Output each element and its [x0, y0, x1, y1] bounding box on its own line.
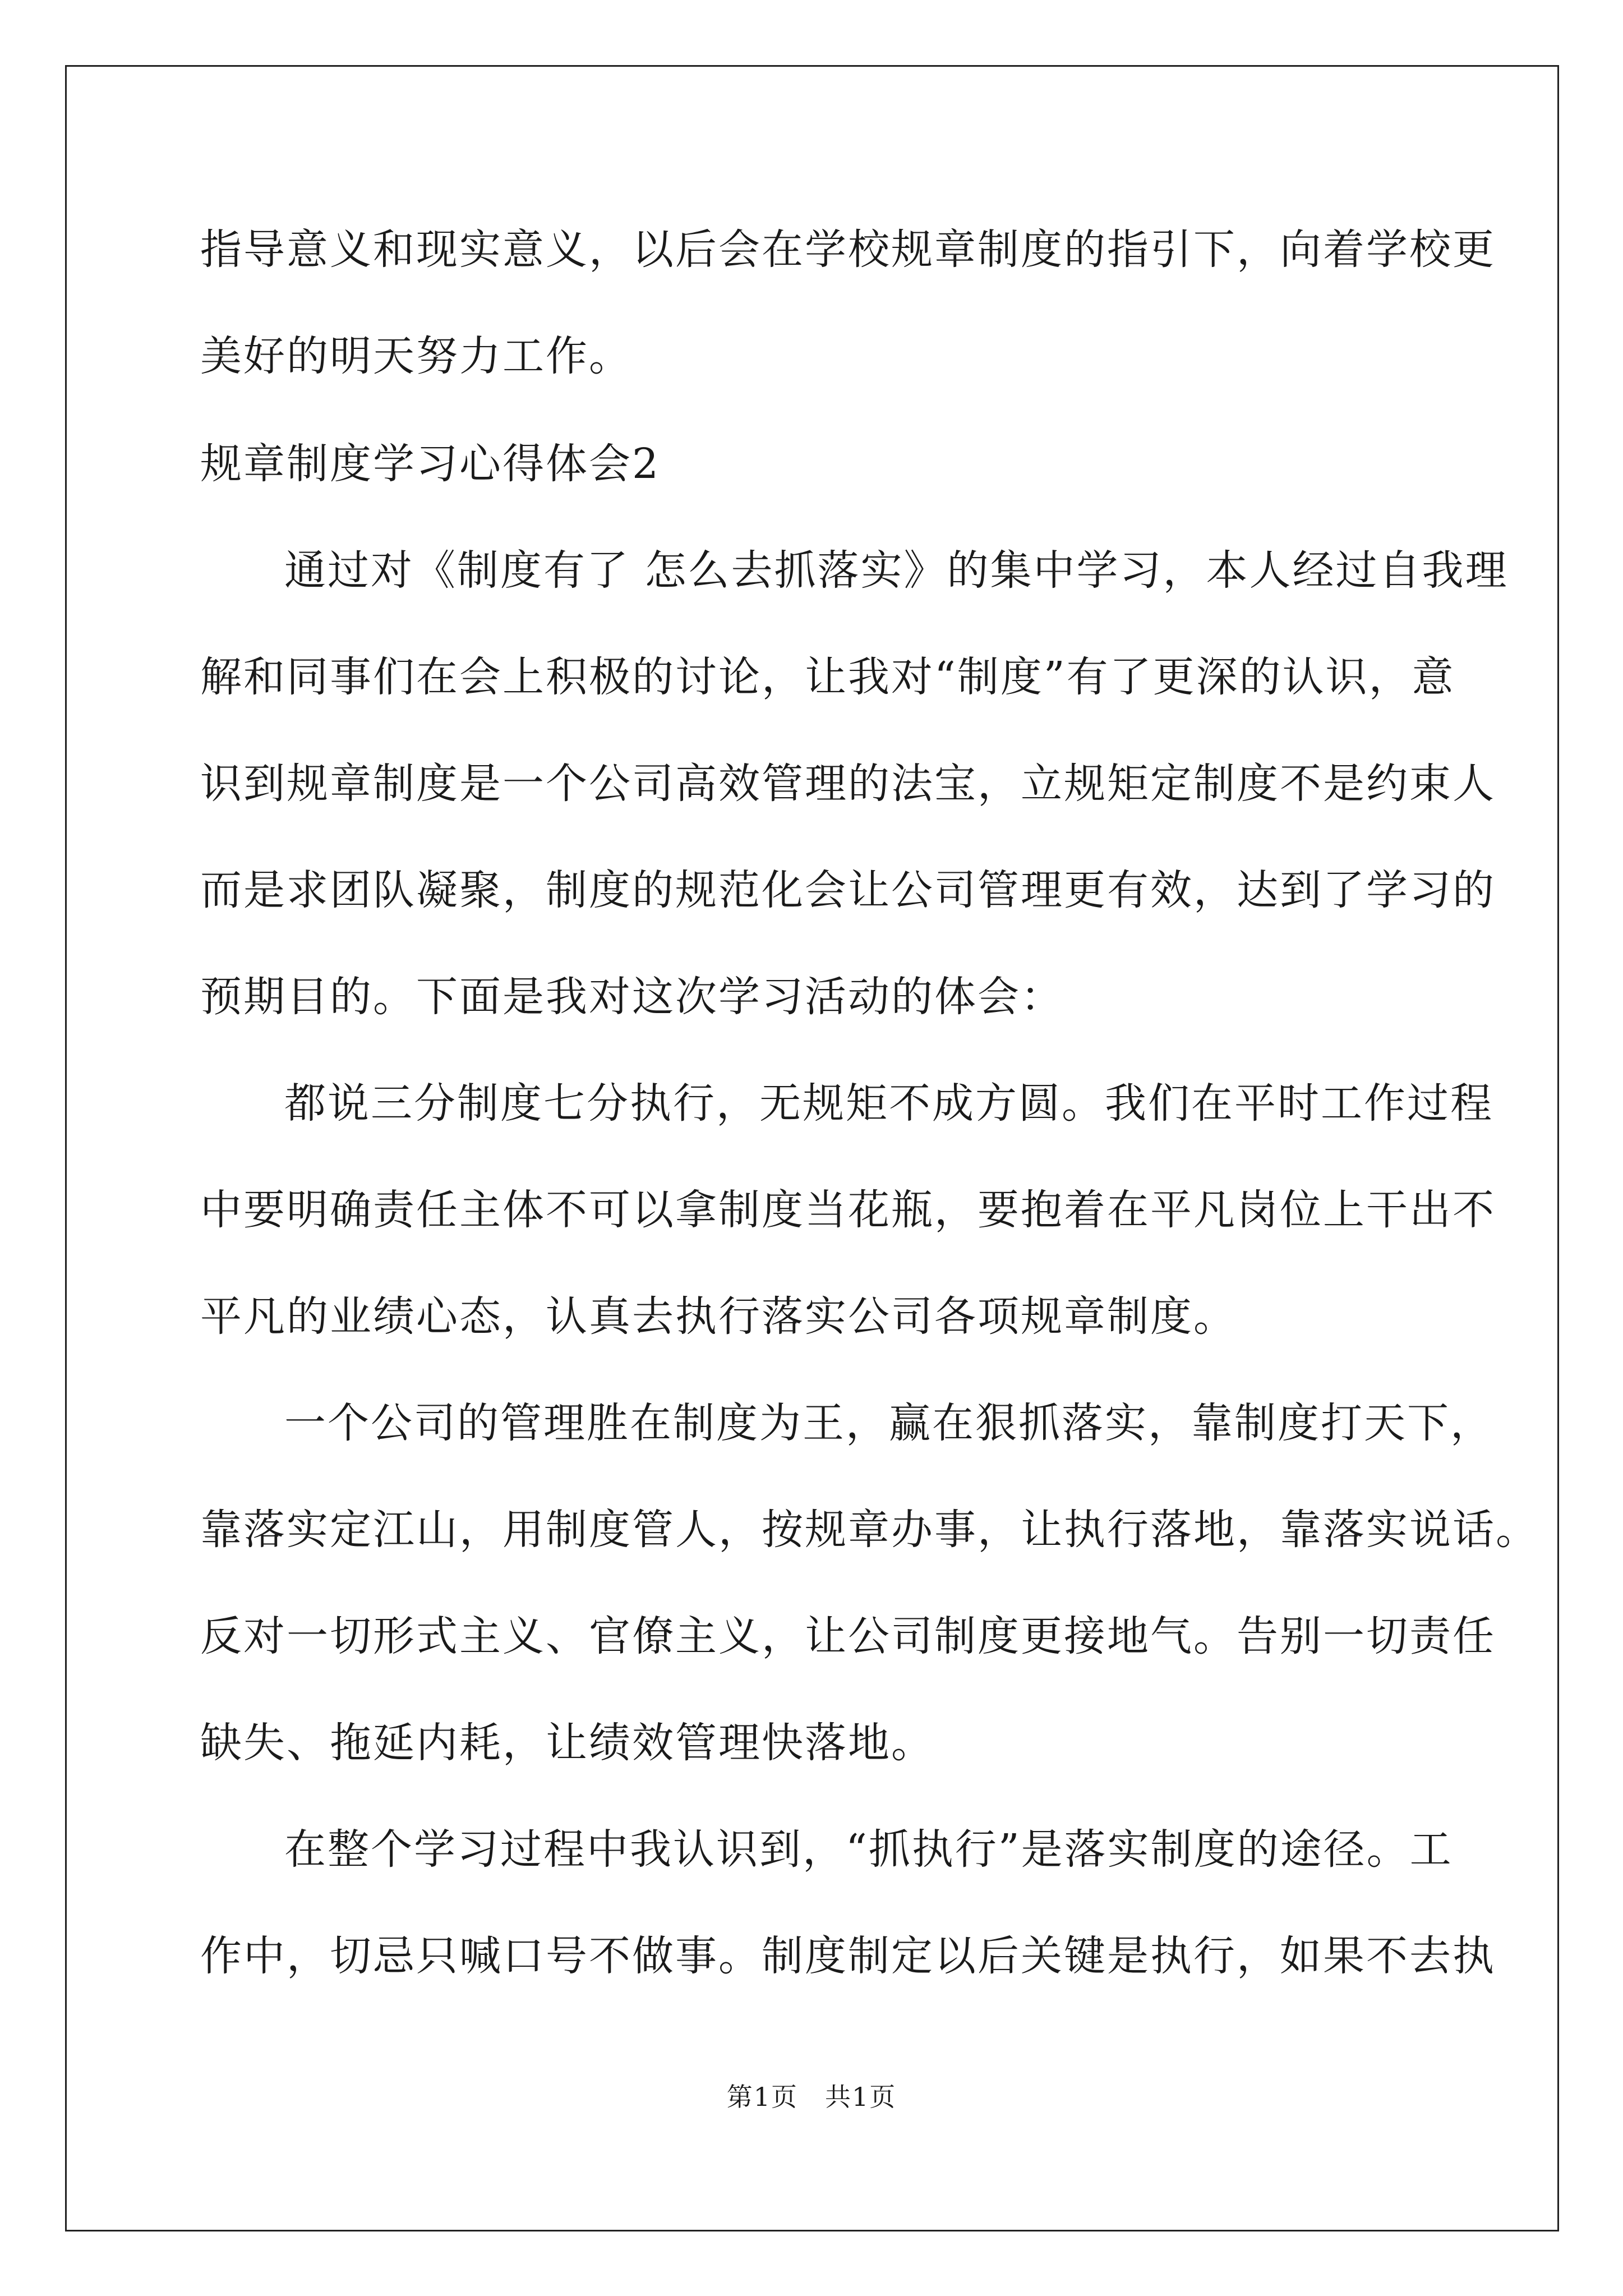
body-line: 作中，切忌只喊口号不做事。制度制定以后关键是执行，如果不去执 — [200, 1932, 1496, 1980]
body-line: 反对一切形式主义、官僚主义，让公司制度更接地气。告别一切责任 — [200, 1612, 1496, 1660]
body-line: 平凡的业绩心态，认真去执行落实公司各项规章制度。 — [200, 1292, 1237, 1341]
section-heading: 规章制度学习心得体会2 — [200, 440, 661, 488]
body-line: 中要明确责任主体不可以拿制度当花瓶，要抱着在平凡岗位上干出不 — [200, 1186, 1496, 1234]
body-line: 指导意义和现实意义，以后会在学校规章制度的指引下，向着学校更 — [200, 226, 1496, 274]
paragraph-start: 都说三分制度七分执行，无规矩不成方圆。我们在平时工作过程 — [284, 1079, 1493, 1128]
paragraph-start: 一个公司的管理胜在制度为王，赢在狠抓落实，靠制度打天下， — [284, 1399, 1493, 1447]
body-line: 预期目的。下面是我对这次学习活动的体会： — [200, 973, 1064, 1021]
page-border — [65, 65, 1559, 2231]
body-line: 美好的明天努力工作。 — [200, 332, 632, 380]
body-line: 而是求团队凝聚，制度的规范化会让公司管理更有效，达到了学习的 — [200, 866, 1496, 914]
paragraph-start: 通过对《制度有了 怎么去抓落实》的集中学习，本人经过自我理 — [284, 546, 1509, 595]
page-number-footer: 第1页 共1页 — [726, 2082, 897, 2112]
body-line: 靠落实定江山，用制度管人，按规章办事，让执行落地，靠落实说话。 — [200, 1506, 1539, 1554]
paragraph-start: 在整个学习过程中我认识到，“抓执行”是落实制度的途径。工 — [284, 1825, 1453, 1874]
body-line: 缺失、拖延内耗，让绩效管理快落地。 — [200, 1719, 934, 1767]
body-line: 解和同事们在会上积极的讨论，让我对“制度”有了更深的认识，意 — [200, 653, 1455, 701]
body-line: 识到规章制度是一个公司高效管理的法宝，立规矩定制度不是约束人 — [200, 760, 1496, 808]
